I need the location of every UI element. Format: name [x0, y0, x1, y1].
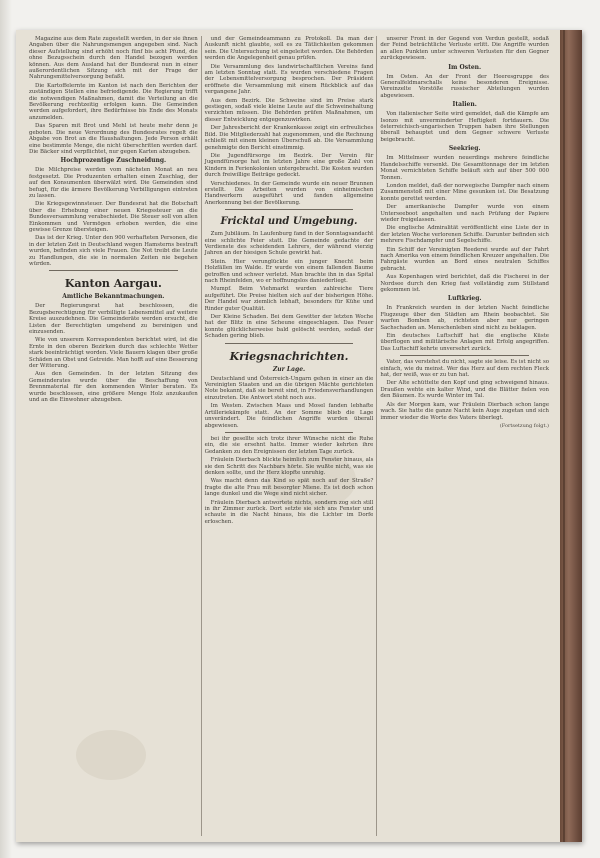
article-paragraph: In Frankreich wurden in der letzten Nacht feindliche Flugzeuge über den Städten am Rhein beobachtet. Sie warfen Bomben ab, richteten aber nur geringen Sachschaden an. Menschenleben sind nicht zu beklagen.: [380, 305, 550, 331]
feuilleton-paragraph: bei ihr gesellte sich trotz ihrer Wünsche nicht die Ruhe ein, die sie ersehnt hatte. Immer wieder kehrten ihre Gedanken zu den Ereignissen der letzten Tage zurück.: [204, 435, 374, 455]
columns: [26, 36, 552, 836]
scan-shadow: [0, 0, 12, 858]
article-paragraph: Die Versammlung des landwirtschaftlichen Vereins fand am letzten Sonntag statt. Es wurden verschiedene Fragen der Lebensmittelversorgung besprochen. Der Präsident eröffnete die Versammlung mit einem Rückblick auf das vergangene Jahr.: [204, 63, 374, 96]
article-paragraph: Der Regierungsrat hat beschlossen, die Bezugsberechtigung für verbilligte Lebensmittel auf weitere Kreise auszudehnen. Die Gemeinderäte werden ersucht, die Listen der Berechtigten umgehend zu bereinigen und einzusenden.: [29, 303, 198, 336]
article-paragraph: Von italienischer Seite wird gemeldet, daß die Kämpfe am Isonzo mit unverminderter Heftigkeit fortdauern. Die österreichisch-ungarischen Truppen haben ihre Stellungen überall behauptet und dem Gegner schwere Verluste beigebracht.: [380, 111, 550, 143]
article-paragraph: Die englische Admiralität veröffentlicht eine Liste der in der letzten Woche verlorenen Schiffe. Darunter befinden sich mehrere Fischdampfer und Segelschiffe.: [380, 225, 550, 245]
article-paragraph: Ein deutsches Luftschiff hat die englische Küste überflogen und militärische Anlagen mit Erfolg angegriffen. Das Luftschiff kehrte unversehrt zurück.: [380, 333, 550, 352]
feuilleton-paragraph: Vater, das verstehst du nicht, sagte sie leise. Es ist nicht so einfach, wie du meinst. Wer das Herz auf dem rechten Fleck hat, der weiß, was er zu tun hat.: [380, 359, 550, 379]
article-paragraph: Im Mittelmeer wurden neuerdings mehrere feindliche Handelsschiffe versenkt. Die Gesamttonnage der im letzten Monat vernichteten Schiffe beläuft sich auf über 500 000 Tonnen.: [380, 155, 550, 181]
article-paragraph: Das Sparen mit Brot und Mehl ist heute mehr denn je geboten. Die neue Verordnung des Bundesrates regelt die Abgabe von Brot an die Haushaltungen. Jede Person erhält eine bestimmte Menge, die nicht überschritten werden darf. Die Bäcker sind verpflichtet, nur gegen Karten abzugeben.: [29, 123, 198, 155]
section-heading-fricktal: Fricktal und Umgebung.: [220, 216, 358, 228]
feuilleton-paragraph: Fräulein Dierbach antwortete nichts, sondern zog sich still in ihr Zimmer zurück. Dort setzte sie sich ans Fenster und schaute in die Nacht hinaus, bis die Lichter im Dorfe erloschen.: [204, 499, 374, 525]
article-paragraph: Magazine aus dem Rate zugestellt werden, in der sie ihnen Angaben über die Nahrungsmengen angegeben sind. Nach dieser Aufstellung sind erhöht noch fünf bis acht Pfund, die ohne Bezugsschein durch den Handel bezogen werden können. Aus dem Ausland hat der Bundesrat nun in einer außerordentlichen Sitzung sich mit der Frage der Nahrungsmittelversorgung befaßt.: [29, 36, 198, 81]
article-paragraph: Zum Jubiläum. In Laufenburg fand in der Sonntagsandacht eine schlichte Feier statt. Die Gemeinde gedachte der Verdienste des scheidenden Lehrers, der während vierzig Jahren an der hiesigen Schule gewirkt hat.: [204, 231, 374, 257]
article-paragraph: Stein. Hier verunglückte ein junger Knecht beim Holzfällen im Walde. Er wurde von einem fallenden Baume getroffen und schwer verletzt. Man brachte ihn in das Spital nach Rheinfelden, wo er hoffnungslos daniederliegt.: [204, 258, 374, 284]
section-rule: [49, 270, 178, 271]
column-right: [377, 36, 552, 836]
section-subheading: Zur Lage.: [272, 365, 306, 373]
newspaper-page: [16, 30, 582, 842]
section-rule: [225, 343, 354, 344]
feuilleton-paragraph: Was macht denn das Kind so spät noch auf der Straße? fragte die alte Frau mit besorgter Miene. Es ist doch schon lange dunkel und die Wege sind nicht sicher.: [204, 478, 374, 498]
column-left: [26, 36, 202, 836]
article-paragraph: London meldet, daß der norwegische Dampfer nach einem Zusammenstoß mit einer Mine gesunken ist. Die Besatzung konnte gerettet werden.: [380, 182, 550, 202]
article-paragraph: Aus den Gemeinden. In der letzten Sitzung des Gemeinderates wurde über die Beschaffung von Brennmaterial für den kommenden Winter beraten. Es wurde beschlossen, eine größere Menge Holz anzukaufen und an die Einwohner abzugeben.: [29, 371, 198, 404]
article-paragraph: Ein Schiff der Vereinigten Reederei wurde auf der Fahrt nach Amerika von einem feindlichen Kreuzer angehalten. Die Fahrgäste wurden an Bord eines neutralen Schiffes gebracht.: [380, 246, 550, 272]
continuation-note: (Fortsetzung folgt.): [499, 422, 550, 429]
feuilleton-rule: [400, 355, 529, 356]
article-paragraph: Verschiedenes. In der Gemeinde wurde ein neuer Brunnen erstellt. Die Arbeiten wurden von einheimischen Handwerkern ausgeführt und fanden allgemeine Anerkennung bei der Bevölkerung.: [204, 180, 374, 206]
article-paragraph: Mumpf. Beim Viehmarkt wurden zahlreiche Tiere aufgeführt. Die Preise hielten sich auf der bisherigen Höhe. Der Handel war ziemlich lebhaft, besonders für Kühe und Rinder guter Qualität.: [204, 286, 374, 312]
section-rule: [225, 209, 354, 210]
article-paragraph: Der Kleine Schaden. Bei dem Gewitter der letzten Woche hat der Blitz in eine Scheune eingeschlagen. Das Feuer konnte glücklicherweise bald gelöscht werden, sodaß der Schaden gering blieb.: [204, 314, 374, 340]
article-paragraph: Der amerikanische Dampfer wurde von einem Unterseeboot angehalten und nach Prüfung der Papiere wieder freigelassen.: [380, 204, 550, 223]
feuilleton-paragraph: Als der Morgen kam, war Fräulein Dierbach schon lange wach. Sie hatte die ganze Nacht kein Auge zugetan und sich immer wieder die Worte des Vaters überlegt.: [380, 401, 550, 421]
article-paragraph: Der Jahresbericht der Krankenkasse zeigt ein erfreuliches Bild. Die Mitgliederzahl hat zugenommen, und die Rechnung schließt mit einem kleinen Überschuß ab. Die Versammlung genehmigte den Bericht einstimmig.: [204, 125, 374, 151]
notice-lead: Hochprozentige Zuschneidung.: [60, 157, 167, 165]
feuilleton-rule: [225, 432, 354, 433]
section-heading-kriegsnachrichten: Kriegsnachrichten.: [229, 349, 349, 363]
feuilleton-paragraph: Fräulein Dierbach blickte heimlich zum Fenster hinaus, als sie den Schritt des Nachbars hörte. Sie wußte nicht, was sie denken sollte, und ihr Herz klopfte unruhig.: [204, 457, 374, 476]
article-paragraph: Die Jugendfürsorge im Bezirk. Der Verein für Jugendfürsorge hat im letzten Jahre eine große Zahl von Kindern in Ferienkolonien untergebracht. Die Kosten wurden durch freiwillige Beiträge gedeckt.: [204, 152, 374, 179]
article-paragraph: Deutschland und Österreich-Ungarn gehen in einer an die Vereinigten Staaten und an die übrigen Mächte gerichteten Note bekannt, daß sie bereit sind, in Friedensverhandlungen einzutreten. Die Antwort steht noch aus.: [204, 375, 374, 401]
subheading-seekrieg: Seekrieg.: [448, 145, 481, 153]
article-paragraph: Im Osten. An der Front der Heeresgruppe des Generalfeldmarschalls keine besonderen Ereignisse. Vereinzelte Vorstöße russischer Abteilungen wurden abgewiesen.: [380, 73, 550, 99]
article-paragraph: Die Kriegsgewinnsteuer. Der Bundesrat hat die Botschaft über die Erhebung einer neuen Kriegssteuer an die Bundesversammlung verabschiedet. Die Steuer soll von allen Einkommen und Vermögen erhoben werden, die eine gewisse Grenze übersteigen.: [29, 201, 198, 233]
article-paragraph: und der Gemeindeammann zu Protokoll. Da man der Auskunft nicht glaubte, soll es zu Tätlichkeiten gekommen sein. Die Untersuchung ist eingeleitet worden. Die Behörden werden die Angelegenheit genau prüfen.: [204, 36, 374, 62]
article-paragraph: Die Kartoffelernte im Kanton ist nach den Berichten der zuständigen Stellen eine befriedigende. Die Regierung trifft die notwendigen Maßnahmen, damit die Verteilung an die Bevölkerung rechtzeitig erfolgen kann. Die Gemeinden werden aufgefordert, ihre Bedürfnisse bis Ende des Monats anzumelden.: [29, 82, 198, 121]
section-subheading: Amtliche Bekanntmachungen.: [62, 293, 165, 301]
column-middle: [202, 36, 378, 836]
article-paragraph: Wie von unserem Korrespondenten berichtet wird, ist die Ernte in den oberen Bezirken durch das schlechte Wetter stark beeinträchtigt worden. Viele Bauern klagen über große Schäden an Obst und Getreide. Man hofft auf eine Besserung der Witterung.: [29, 337, 198, 370]
article-paragraph: Im Westen. Zwischen Maas und Mosel fanden lebhafte Artilleriekämpfe statt. An der Somme blieb die Lage unverändert. Die feindlichen Angriffe wurden überall abgewiesen.: [204, 403, 374, 429]
article-paragraph: Das ist der Krieg. Unter den 900 verhafteten Personen, die in der letzten Zeit in Deutschland wegen Hamsterns bestraft wurden, befinden sich viele Frauen. Die Not treibt die Leute zu Handlungen, die sie in normalen Zeiten nie begehen würden.: [29, 235, 198, 267]
feuilleton-paragraph: Der Alte schüttelte den Kopf und ging schweigend hinaus. Draußen wehte ein kalter Wind, und die Blätter fielen von den Bäumen. Es wurde Winter im Tal.: [380, 380, 550, 400]
book-binding-edge: [560, 30, 582, 842]
article-paragraph: Aus dem Bezirk. Die Schweine sind im Preise stark gestiegen, sodaß viele kleine Leute auf die Schweinehaltung verzichten müssen. Die Behörden prüfen Maßnahmen, um dieser Entwicklung entgegenzuwirken.: [204, 97, 374, 123]
subheading-osten: Im Osten.: [448, 63, 482, 71]
article-paragraph: unserer Front in der Gegend von Verdun gestellt, sodaß der Feind beträchtliche Verluste erlitt. Die Angriffe wurden an allen Punkten unter schweren Verlusten für den Gegner zurückgewiesen.: [380, 36, 550, 62]
article-paragraph: Die Milchpreise werden vom nächsten Monat an neu festgesetzt. Die Produzenten erhalten einen Zuschlag, der auf den Konsumenten überwälzt wird. Die Gemeinden sind befugt, für die ärmere Bevölkerung Verbilligungen eintreten zu lassen.: [29, 167, 198, 199]
binding-fold: [563, 30, 565, 842]
article-paragraph: Aus Kopenhagen wird berichtet, daß die Fischerei in der Nordsee durch den Krieg fast vollständig zum Stillstand gekommen ist.: [380, 274, 550, 293]
section-heading-kanton-aargau: Kanton Aargau.: [64, 277, 162, 291]
subheading-italien: Italien.: [452, 101, 477, 109]
subheading-luftkrieg: Luftkrieg.: [447, 295, 482, 303]
